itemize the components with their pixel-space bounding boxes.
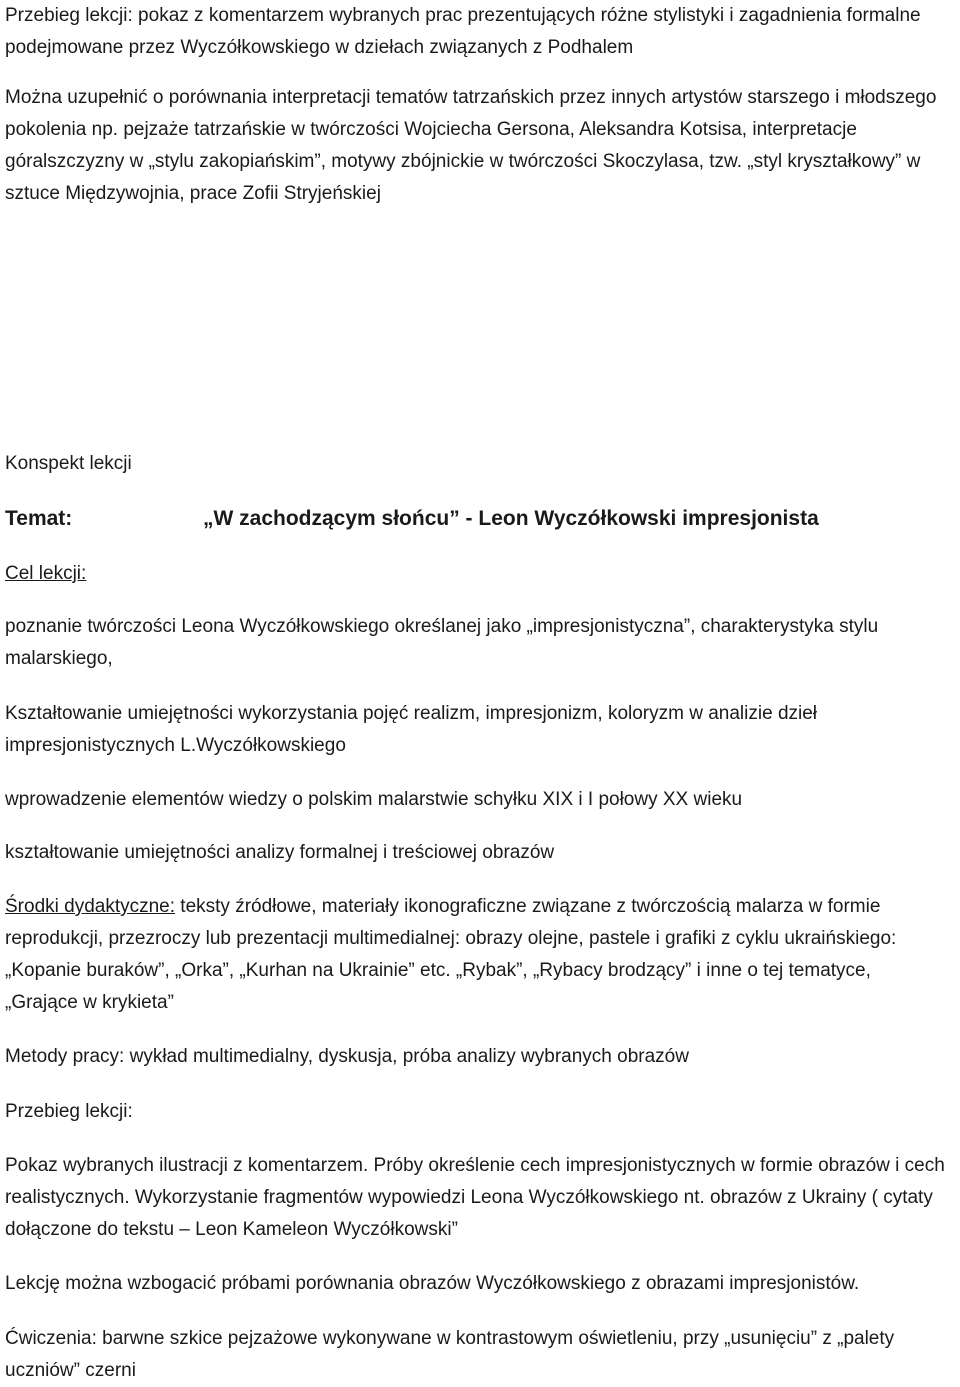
lesson-course-label: Przebieg lekcji:	[5, 1101, 133, 1122]
lesson-course-text: Pokaz wybranych ilustracji z komentarzem. Próby określenie cech impresjonistycznych w formie obrazów i cech realistycznych. Wykorzystanie fragmentów wypowiedzi Leona Wyczółkowskiego nt. obrazów z Ukrainy ( cytaty dołączone do tekstu – Leon Kameleon Wyczółkowski”	[5, 1155, 945, 1240]
didactic-means-text: teksty źródłowe, materiały ikonograficzne związane z twórczością malarza w formie reprodukcji, przezroczy lub prezentacji multimedialnej: obrazy olejne, pastele i grafiki z cyklu ukraińskiego: „Kopanie buraków”, „Orka”, „Kurhan na Ukrainie” etc. „Rybak”, „Rybacy brodzący” i inne o tej tematyce, „Grające w krykieta”	[5, 896, 897, 1013]
goal-label: Cel lekcji:	[5, 563, 87, 584]
intro-paragraph-2: Można uzupełnić o porównania interpretacji tematów tatrzańskich przez innych artystów starszego i młodszego pokolenia np. pejzaże tatrzańskie w twórczości Wojciecha Gersona, Aleksandra Kotsisa, interpretacje góralszczyzny w „stylu zakopiańskim”, motywy zbójnickie w twórczości Skoczylasa, tzw. „styl kryształkowy” w sztuce Międzywojnia, prace Zofii Stryjeńskiej	[5, 87, 937, 204]
goal-item-4: kształtowanie umiejętności analizy formalnej i treściowej obrazów	[5, 842, 555, 863]
goal-item-3: wprowadzenie elementów wiedzy o polskim malarstwie schyłku XIX i I połowy XX wieku	[5, 789, 743, 810]
konspekt-heading: Konspekt lekcji	[5, 453, 132, 474]
work-methods: Metody pracy: wykład multimedialny, dyskusja, próba analizy wybranych obrazów	[5, 1046, 689, 1067]
goal-item-2: Kształtowanie umiejętności wykorzystania pojęć realizm, impresjonizm, koloryzm w analizie dzieł impresjonistycznych L.Wyczółkowskiego	[5, 703, 818, 756]
topic-row	[5, 503, 955, 535]
lesson-enrichment: Lekcję można wzbogacić próbami porównania obrazów Wyczółkowskiego z obrazami impresjonistów.	[5, 1273, 860, 1294]
goal-item-1: poznanie twórczości Leona Wyczółkowskiego określanej jako „impresjonistyczna”, charakterystyka stylu malarskiego,	[5, 616, 879, 669]
exercises: Ćwiczenia: barwne szkice pejzażowe wykonywane w kontrastowym oświetleniu, przy „usunięciu” z „palety uczniów” czerni	[5, 1328, 895, 1381]
didactic-means-label: Środki dydaktyczne:	[5, 896, 176, 917]
topic-label: Temat:	[5, 507, 73, 530]
didactic-means	[5, 891, 940, 1019]
topic-title: „W zachodzącym słońcu” - Leon Wyczółkowski impresjonista	[203, 507, 819, 530]
intro-paragraph-1: Przebieg lekcji: pokaz z komentarzem wybranych prac prezentujących różne stylistyki i zagadnienia formalne podejmowane przez Wyczółkowskiego w dziełach związanych z Podhalem	[5, 5, 921, 58]
